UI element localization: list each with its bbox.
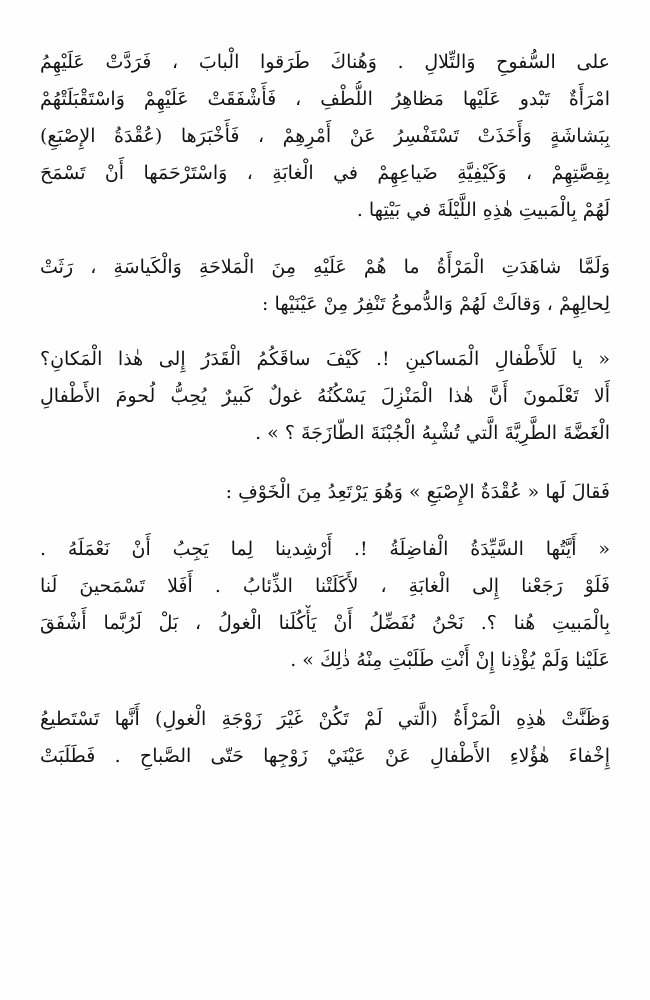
text-line: فَقالَ لَها « عُقْدَةُ الإِصْبَعِ » وَهُوَ يَرْتَعِدُ مِنَ الْخَوْفِ : (225, 481, 610, 503)
text-line: « أَيَّتُها السَّيِّدَةُ الْفاضِلَةُ !. أَرْشِدينا لِما يَجِبُ أَنْ نَعْمَلَهُ . (40, 538, 610, 560)
paragraph (40, 474, 610, 511)
text-line: بِقِصَّتِهِمْ ، وَكَيْفِيَّةِ ضَياعِهِمْ في الْغابَةِ ، وَاسْتَرْحَمَها أَنْ تَسْمَحَ (40, 162, 610, 184)
paragraph (40, 249, 610, 323)
text-line: وَلَمَّا شاهَدَتِ الْمَرْأَةُ ما هُمْ عَلَيْهِ مِنَ الْمَلاحَةِ وَالْكَياسَةِ ، رَثَتْ (40, 256, 610, 278)
text-line: بِبَشاشَةٍ وَأَخَذَتْ تَسْتَفْسِرُ عَنْ أَمْرِهِمْ ، فَأَخْبَرَها (عُقْدَةُ الإِصْبَعِ) (40, 125, 610, 147)
text-line: بِالْمَبيتِ هُنا ؟. نَحْنُ نُفَضِّلُ أَنْ يَأْكُلَنا الْغولُ ، بَلْ لَرُبَّما أَشْفَقَ (40, 612, 610, 634)
text-line: الْغَضَّةَ الطَّرِيَّةَ الَّتي تُشْبِهُ الْجُبْنَةَ الطّازَجَةَ ؟ » . (255, 422, 610, 444)
text-line: إِخْفاءَ هٰؤُلاءِ الأَطْفالِ عَنْ عَيْنَيْ زَوْجِها حَتّى الصَّباحِ . فَطَلَبَتْ (40, 745, 610, 767)
text-line: لِحالِهِمْ ، وَقالَتْ لَهُمْ وَالدُّموعُ تَنْفِرُ مِنْ عَيْنَيْها : (262, 293, 610, 315)
text-line: على السُّفوحِ وَالتِّلالِ . وَهُناكَ طَرَقوا الْبابَ ، فَرَدَّتْ عَلَيْهِمُ (40, 51, 610, 73)
page-text (40, 44, 610, 775)
paragraph (40, 531, 610, 679)
text-line: أَلا تَعْلَمونَ أَنَّ هٰذا الْمَنْزِلَ يَسْكُنُهُ غولٌ كَبيرٌ يُحِبُّ لُحومَ الأَطْفالِ (40, 385, 610, 407)
paragraph (40, 341, 610, 452)
text-line: لَهُمْ بِالْمَبيتِ هٰذِهِ اللَّيْلَةَ في بَيْتِها . (356, 199, 610, 221)
paragraph (40, 701, 610, 775)
paragraph (40, 44, 610, 229)
text-line: « يا لَلأَطْفالِ الْمَساكينِ !. كَيْفَ ساقَكُمُ الْقَدَرُ إِلى هٰذا الْمَكانِ؟ (40, 348, 610, 370)
text-line: عَلَيْنا وَلَمْ يُؤْذِنا إِنْ أَنْتِ طَلَبْتِ مِنْهُ ذٰلِكَ » . (290, 649, 610, 671)
text-line: فَلَوْ رَجَعْنا إِلى الْغابَةِ ، لأَكَلَتْنا الذِّئابُ . أَفَلا تَسْمَحينَ لَنا (40, 575, 610, 597)
text-line: امْرَأَةٌ تَبْدو عَلَيْها مَظاهِرُ اللُّطْفِ ، فَأَشْفَقَتْ عَلَيْهِمْ وَاسْتَقْبَلَتْهُمْ (40, 88, 610, 110)
text-line: وَظَنَّتْ هٰذِهِ الْمَرْأَةُ (الَّتي لَمْ تَكُنْ غَيْرَ زَوْجَةِ الْغولِ) أَنَّها تَسْتَطيعُ (40, 708, 610, 730)
